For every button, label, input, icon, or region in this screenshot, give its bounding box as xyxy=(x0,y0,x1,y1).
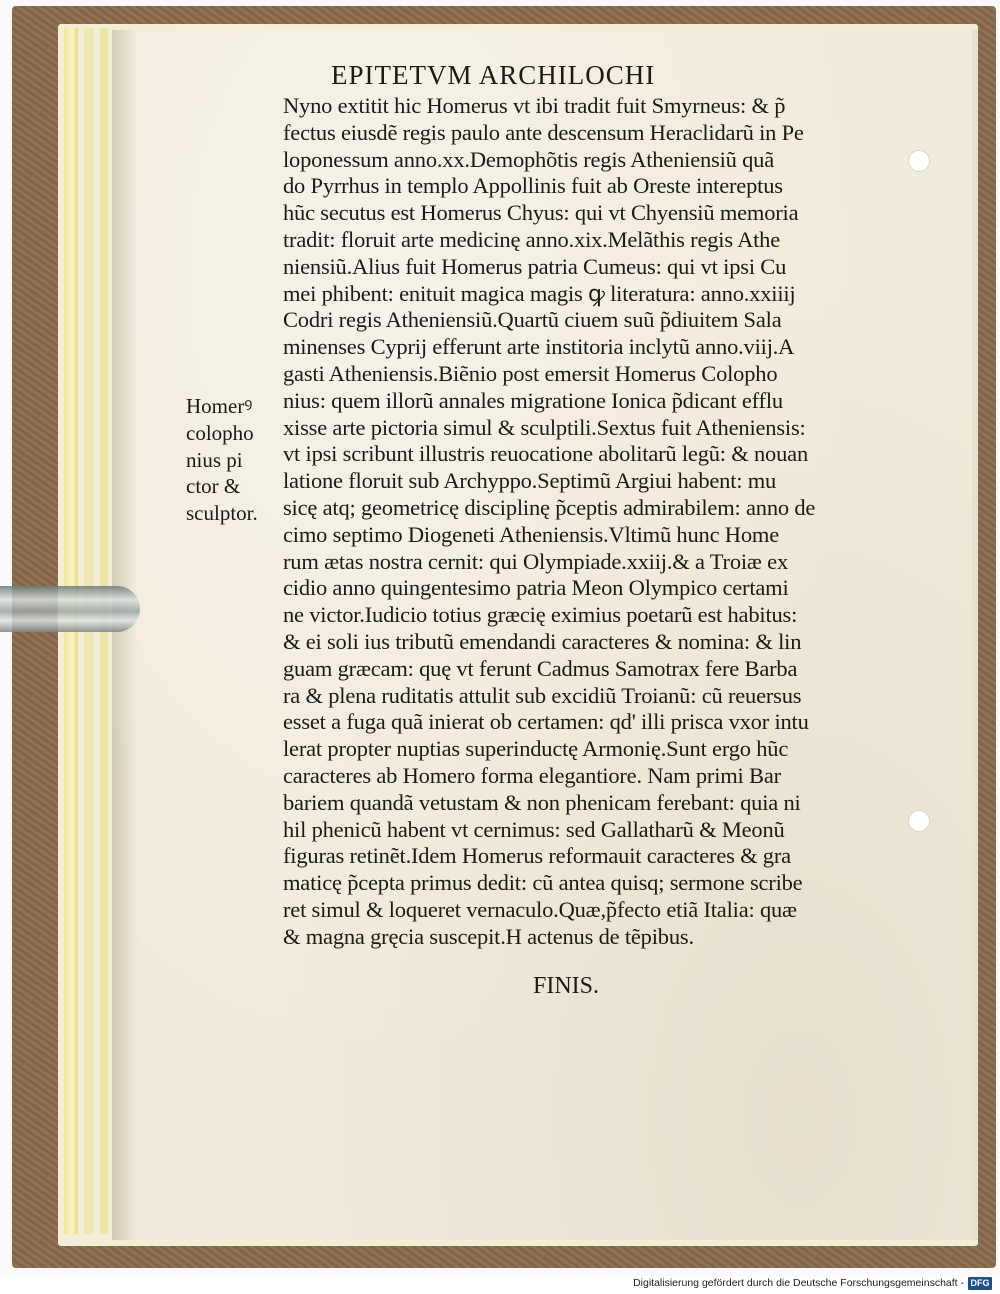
text-line: rum ætas nostra cernit: qui Olympiade.xxiij.& a Troiæ ex xyxy=(283,548,789,574)
body-text xyxy=(283,93,908,951)
text-line: figuras retinẽt.Idem Homerus reformauit caracteres & gra xyxy=(283,843,791,869)
text-line: fectus eiusdẽ regis paulo ante descensum Heraclidarũ in Pe xyxy=(283,119,804,145)
text-line: Codri regis Atheniensiũ.Quartũ ciuem suũ p̃diuitem Sala xyxy=(283,307,782,333)
text-line: bariem quandã vetustam & non phenicam ferebant: quia ni xyxy=(283,789,801,815)
text-line: nius: quem illorũ annales migratione Ionica p̃dicant efflu xyxy=(283,387,783,413)
gutter-shadow xyxy=(112,30,138,1240)
text-line: cidio anno quingentesimo patria Meon Olympico certami xyxy=(283,575,789,601)
text-line: do Pyrrhus in templo Appollinis fuit ab Oreste intereptus xyxy=(283,173,783,199)
text-line: ra & plena ruditatis attulit sub excidiũ Troianũ: cũ reuersus xyxy=(283,682,802,708)
digitization-credit: Digitalisierung gefördert durch die Deutsche Forschungsgemeinschaft - xyxy=(633,1277,964,1289)
text-line: cimo septimo Diogeneti Atheniensis.Vltimũ hunc Home xyxy=(283,521,779,547)
text-line: gasti Atheniensis.Biẽnio post emersit Homerus Colopho xyxy=(283,360,778,386)
glass-weight-rod xyxy=(0,586,140,632)
text-line: maticę p̃cepta primus dedit: cũ antea quisq; sermone scribe xyxy=(283,870,803,896)
main-text-block xyxy=(283,60,908,1000)
text-line: ret simul & loqueret vernaculo.Quæ,p̃fecto etiã Italia: quæ xyxy=(283,896,797,922)
text-line: caracteres ab Homero forma elegantiore. Nam primi Bar xyxy=(283,762,781,788)
marginal-note-line: nius pi xyxy=(186,447,243,472)
marginal-note xyxy=(186,393,286,527)
dfg-logo: DFG xyxy=(968,1277,992,1290)
text-line: & ei soli ius tributũ emendandi caracteres & nomina: & lin xyxy=(283,628,802,654)
text-line: & magna gręcia suscepit.H actenus de tẽpibus. xyxy=(283,923,694,949)
marginal-note-line: sculptor. xyxy=(186,501,258,526)
text-line: mei phibent: enituit magica magis ꝙ literatura: anno.xxiiij xyxy=(283,280,796,306)
text-line: guam græcam: quę vt ferunt Cadmus Samotrax fere Barba xyxy=(283,655,798,681)
text-line: Nyno extitit hic Homerus vt ibi tradit fuit Smyrneus: & p̃ xyxy=(283,93,786,118)
text-line: esset a fuga quã inierat ob certamen: qd' illi prisca vxor intu xyxy=(283,709,809,735)
text-line: hũc secutus est Homerus Chyus: qui vt Chyensiũ memoria xyxy=(283,200,799,226)
text-line: lerat propter nuptias superinductę Armonię.Sunt ergo hũc xyxy=(283,736,789,762)
marginal-note-line: ctor & xyxy=(186,474,241,499)
text-line: minenses Cyprij efferunt arte institoria inclytũ anno.viij.A xyxy=(283,334,795,360)
marginal-note-line: Homerꝰ xyxy=(186,394,253,418)
text-line: vt ipsi scribunt illustris reuocatione abolitarũ legũ: & nouan xyxy=(283,441,808,467)
marginal-note-line: colopho xyxy=(186,420,254,445)
text-line: tradit: floruit arte medicinę anno.xix.Melãthis regis Athe xyxy=(283,226,781,252)
text-line: sicę atq; geometricę disciplinę p̃ceptis admirabilem: anno de xyxy=(283,494,816,520)
text-line: xisse arte pictoria simul & sculptili.Sextus fuit Atheniensis: xyxy=(283,414,806,440)
text-line: latione floruit sub Archyppo.Septimũ Argiui habent: mu xyxy=(283,468,777,494)
binding-hole xyxy=(908,150,930,172)
text-line: hil phenicũ habent vt cernimus: sed Gallatharũ & Meonũ xyxy=(283,816,785,842)
text-line: loponessum anno.xx.Demophõtis regis Atheniensiũ quã xyxy=(283,146,774,172)
running-head: EPITETVM ARCHILOCHI xyxy=(331,60,656,90)
binding-hole xyxy=(908,810,930,832)
text-line: ne victor.Iudicio totius græcię eximius poetarũ est habitus: xyxy=(283,602,798,628)
text-line: niensiũ.Alius fuit Homerus patria Cumeus: qui vt ipsi Cu xyxy=(283,253,787,279)
finis-colophon: FINIS. xyxy=(533,972,600,999)
